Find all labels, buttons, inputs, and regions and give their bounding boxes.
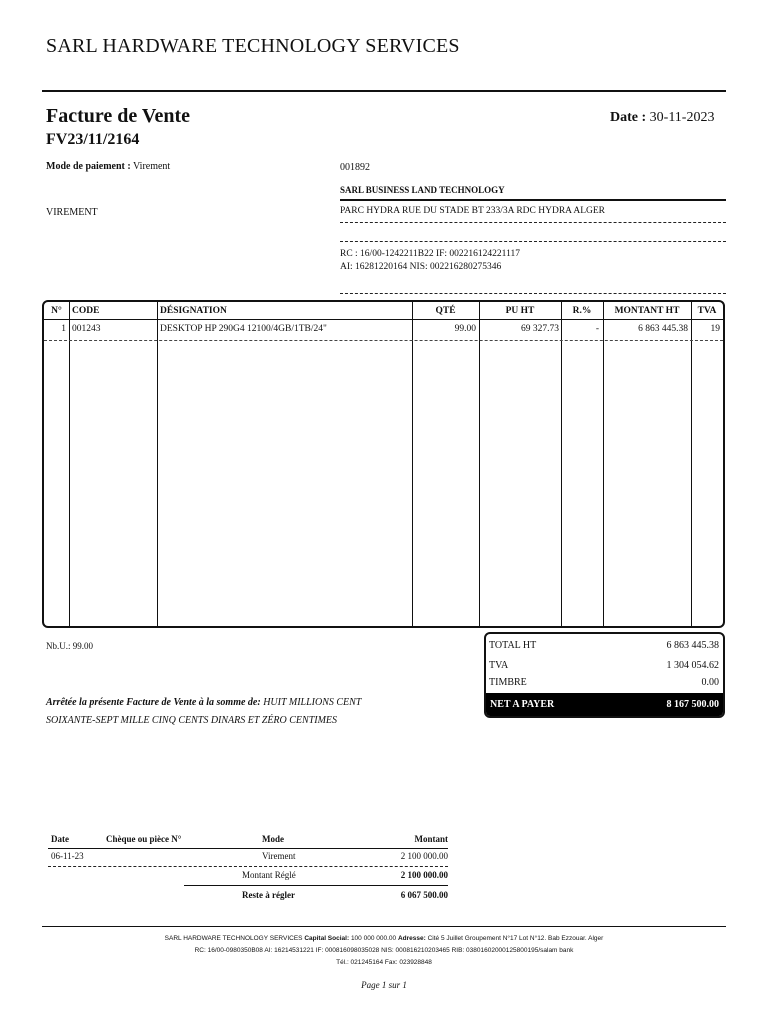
payment-mode-cell: Virement	[262, 851, 296, 861]
client-code: 001892	[340, 162, 370, 173]
amount-words-prefix: Arrêtée la présente Facture de Vente à la somme de:	[46, 697, 261, 708]
footer-company-name: SARL HARDWARE TECHNOLOGY SERVICES	[164, 935, 303, 942]
row-dotted-line	[44, 340, 723, 341]
address-dotted-line	[340, 222, 726, 223]
net-to-pay-value: 8 167 500.00	[666, 699, 719, 710]
payment-amount: 2 100 000.00	[400, 851, 448, 861]
col-divider	[691, 302, 692, 626]
col-divider	[412, 302, 413, 626]
header-pu-ht: PU HT	[505, 306, 535, 316]
amount-in-words	[46, 694, 446, 730]
amount-words-line-2: SOIXANTE-SEPT MILLE CINQ CENTS DINARS ET ZÉRO CENTIMES	[46, 715, 338, 726]
totals-box	[484, 632, 725, 718]
footer-address-label: Adresse:	[397, 935, 426, 942]
row-designation: DESKTOP HP 290G4 12100/4GB/1TB/24"	[160, 324, 327, 334]
remaining-label: Reste à régler	[242, 890, 295, 900]
tva-label: TVA	[489, 660, 509, 671]
row-amount-ht: 6 863 445.38	[638, 324, 688, 334]
col-divider	[479, 302, 480, 626]
remaining-value: 6 067 500.00	[400, 890, 448, 900]
date-value: 30-11-2023	[649, 110, 715, 125]
paid-amount-row	[48, 866, 448, 884]
col-divider	[603, 302, 604, 626]
client-rc-if: RC : 16/00-1242211B22 IF: 002216124221117	[340, 249, 520, 259]
payment-mode-label: Mode de paiement :	[46, 161, 131, 172]
number-of-units: Nb.U.: 99.00	[46, 641, 93, 651]
client-registration	[340, 248, 520, 274]
payment-mode-upper: VIREMENT	[46, 207, 98, 218]
row-code: 001243	[72, 324, 101, 334]
items-table	[42, 300, 725, 628]
payments-header-amount: Montant	[414, 834, 448, 844]
company-name: SARL HARDWARE TECHNOLOGY SERVICES	[46, 35, 460, 57]
col-divider	[69, 302, 70, 626]
timbre-value: 0.00	[701, 677, 719, 688]
header-divider	[42, 90, 726, 92]
footer-capital-value: 100 000 000.00	[350, 935, 397, 942]
remaining-row	[48, 886, 448, 904]
document-title: Facture de Vente	[46, 105, 191, 127]
tva-row	[489, 657, 719, 675]
footer-capital-label: Capital Social:	[304, 935, 350, 942]
amount-words-line-1	[46, 694, 446, 712]
timbre-label: TIMBRE	[489, 677, 527, 688]
paid-amount-label: Montant Réglé	[242, 870, 296, 880]
amount-words-part-1: HUIT MILLIONS CENT	[263, 697, 362, 708]
header-discount: R.%	[572, 306, 592, 316]
payment-mode-value: Virement	[133, 161, 171, 172]
col-divider	[157, 302, 158, 626]
paid-amount-value: 2 100 000.00	[400, 870, 448, 880]
payments-header-date: Date	[51, 834, 69, 844]
invoice-date	[610, 110, 714, 126]
row-pu-ht: 69 327.73	[521, 324, 559, 334]
total-ht-row	[489, 637, 719, 655]
client-name: SARL BUSINESS LAND TECHNOLOGY	[340, 185, 505, 195]
payment-date: 06-11-23	[51, 851, 84, 861]
header-code: CODE	[72, 306, 100, 316]
payment-mode	[46, 161, 170, 172]
net-to-pay-label: NET A PAYER	[490, 699, 555, 710]
client-divider	[340, 199, 726, 201]
header-amount-ht: MONTANT HT	[614, 306, 680, 316]
date-label: Date :	[610, 110, 647, 125]
header-designation: DÉSIGNATION	[160, 306, 227, 316]
payments-header-mode: Mode	[262, 834, 284, 844]
footer-company-line	[0, 935, 768, 942]
footer-registration-line: RC: 16/00-0980350B08 AI: 16214531221 IF: 000816098035028 NIS: 000816210203465 RIB: 03801602000125800195/salam bank	[194, 947, 574, 954]
timbre-row	[489, 674, 719, 692]
table-row	[48, 847, 448, 865]
payments-header-piece: Chèque ou pièce N°	[106, 834, 182, 844]
tva-value: 1 304 054.62	[666, 660, 719, 671]
total-ht-value: 6 863 445.38	[666, 640, 719, 651]
footer-divider	[42, 926, 726, 927]
row-num: 1	[61, 324, 66, 334]
row-tva: 19	[710, 324, 720, 334]
registration-dotted-line	[340, 293, 726, 294]
client-address: PARC HYDRA RUE DU STADE BT 233/3A RDC HYDRA ALGER	[340, 206, 606, 216]
footer-contact-line: Tél.: 021245164 Fax: 023928848	[336, 959, 432, 966]
col-divider	[561, 302, 562, 626]
header-qty: QTÉ	[435, 306, 456, 316]
header-tva: TVA	[697, 306, 717, 316]
client-ai-nis: AI: 16281220164 NIS: 002216280275346	[340, 262, 502, 272]
total-ht-label: TOTAL HT	[489, 640, 537, 651]
payments-header	[48, 830, 448, 848]
header-num: N°	[51, 306, 62, 316]
address-dotted-line-2	[340, 241, 726, 242]
invoice-number: FV23/11/2164	[46, 131, 140, 148]
net-to-pay-row	[486, 693, 723, 716]
page-number: Page 1 sur 1	[361, 980, 407, 990]
footer-address-value: Cité 5 Juillet Groupement N°17 Lot N°12. Bab Ezzouar. Alger	[427, 935, 604, 942]
row-discount: -	[595, 324, 599, 334]
row-qty: 99.00	[454, 324, 476, 334]
